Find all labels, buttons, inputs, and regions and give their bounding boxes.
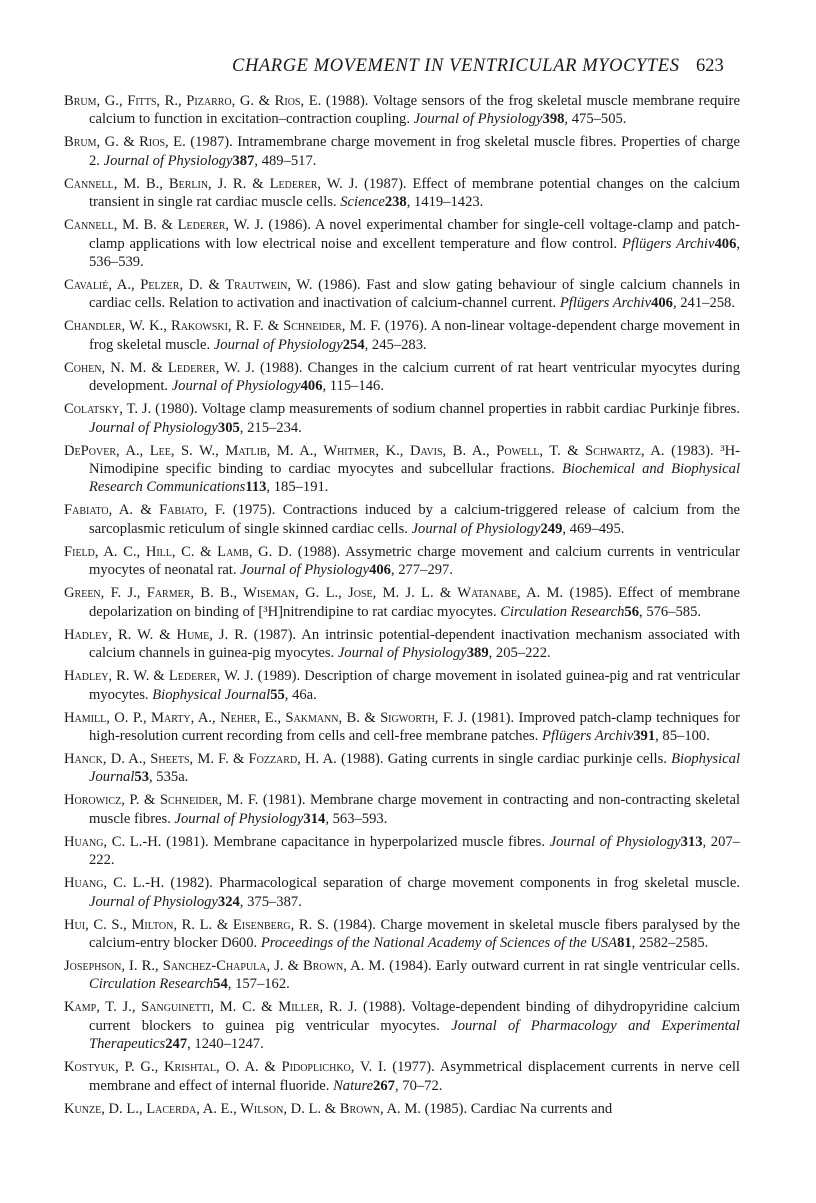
reference-details: (1981). Membrane capacitance in hyperpolarized muscle fibres. bbox=[161, 833, 550, 850]
reference-entry bbox=[64, 400, 740, 437]
reference-volume: 113 bbox=[245, 479, 267, 496]
reference-authors: Huang, C. L.-H. bbox=[64, 833, 162, 850]
reference-journal: Biochemical and Biophysical Research Communications bbox=[89, 461, 740, 496]
reference-authors: Kamp, T. J., Sanguinetti, M. C. & Miller, R. J. bbox=[64, 999, 358, 1016]
reference-journal: Journal of Physiology bbox=[89, 893, 218, 910]
reference-pages: , 475–505. bbox=[564, 111, 627, 128]
reference-entry bbox=[64, 317, 740, 354]
reference-journal: Journal of Physiology bbox=[103, 152, 233, 169]
reference-pages: , 2582–2585. bbox=[631, 934, 709, 951]
reference-authors: Fabiato, A. & Fabiato, F. bbox=[64, 502, 226, 519]
reference-authors: Colatsky, T. J. bbox=[64, 401, 152, 418]
reference-details: (1988). Changes in the calcium current of rat heart ventricular myocytes during development. bbox=[89, 359, 740, 395]
reference-entry bbox=[64, 543, 740, 580]
reference-entry bbox=[64, 1100, 740, 1118]
reference-authors: Brum, G. & Rios, E. bbox=[64, 134, 186, 151]
reference-journal: Circulation Research bbox=[89, 976, 214, 993]
reference-entry bbox=[64, 750, 740, 787]
reference-volume: 324 bbox=[217, 893, 240, 910]
reference-authors: Josephson, I. R., Sanchez-Chapula, J. & Brown, A. M. bbox=[64, 957, 386, 974]
reference-authors: Huang, C. L.-H. bbox=[64, 875, 165, 892]
reference-volume: 54 bbox=[213, 976, 228, 993]
reference-entry bbox=[64, 1058, 740, 1095]
reference-entry bbox=[64, 216, 740, 271]
reference-details: (1975). Contractions induced by a calcium-triggered release of calcium from the sarcoplasmic reticulum of single skinned cardiac cells. bbox=[89, 502, 741, 537]
reference-volume: 55 bbox=[270, 686, 285, 703]
reference-details: (1988). Voltage-dependent binding of dihydropyridine calcium current blockers to guinea pig ventricular myocytes. bbox=[89, 999, 740, 1034]
reference-volume: 247 bbox=[165, 1036, 188, 1053]
reference-authors: Kunze, D. L., Lacerda, A. E., Wilson, D. L. & Brown, A. M. bbox=[64, 1100, 421, 1117]
reference-journal: Journal of Pharmacology and Experimental Therapeutics bbox=[89, 1017, 740, 1053]
reference-authors: Chandler, W. K., Rakowski, R. F. & Schneider, M. F. bbox=[64, 318, 381, 335]
reference-pages: , 1240–1247. bbox=[187, 1036, 264, 1053]
reference-details: (1987). Intramembrane charge movement in frog skeletal muscle fibres. Properties of charge 2. bbox=[89, 134, 740, 169]
reference-details: (1986). Fast and slow gating behaviour of single calcium channels in cardiac cells. Relation to activation and inactivation of calcium-channel current. bbox=[89, 277, 740, 312]
reference-pages: , 46a. bbox=[284, 686, 317, 703]
reference-volume: 398 bbox=[542, 111, 565, 128]
reference-journal: Science bbox=[340, 194, 385, 211]
reference-entry bbox=[64, 626, 740, 663]
reference-journal: Journal of Physiology bbox=[89, 419, 218, 436]
reference-authors: Brum, G., Fitts, R., Pizarro, G. & Rios, E. bbox=[64, 93, 322, 109]
reference-pages: , 535a. bbox=[149, 769, 189, 786]
reference-authors: Cannell, M. B. & Lederer, W. J. bbox=[64, 217, 264, 234]
reference-journal: Journal of Physiology bbox=[337, 645, 467, 662]
reference-volume: 406 bbox=[651, 295, 673, 312]
reference-list bbox=[64, 92, 740, 1123]
reference-details: (1981). Improved patch-clamp techniques for high-resolution current recording from cells and cell-free membrane patches. bbox=[89, 709, 740, 744]
reference-pages: , 375–387. bbox=[239, 893, 302, 910]
reference-journal: Journal of Physiology bbox=[174, 810, 304, 827]
reference-entry bbox=[64, 998, 740, 1053]
reference-journal: Biophysical Journal bbox=[89, 750, 740, 786]
reference-authors: Green, F. J., Farmer, B. B., Wiseman, G. L., Jose, M. J. L. & Watanabe, A. M. bbox=[64, 585, 564, 602]
reference-details: (1985). Cardiac Na currents and bbox=[420, 1100, 613, 1117]
reference-volume: 389 bbox=[466, 645, 489, 662]
reference-entry bbox=[64, 92, 740, 129]
reference-details: (1987). Effect of membrane potential changes on the calcium transient in single rat cardiac muscle cells. bbox=[89, 175, 740, 211]
reference-volume: 406 bbox=[369, 562, 391, 579]
reference-journal: Pflügers Archiv bbox=[622, 235, 715, 252]
reference-entry bbox=[64, 833, 740, 870]
reference-volume: 313 bbox=[680, 833, 703, 850]
reference-pages: , 241–258. bbox=[672, 295, 735, 312]
reference-volume: 81 bbox=[617, 934, 632, 951]
reference-journal: Nature bbox=[333, 1077, 374, 1094]
reference-entry bbox=[64, 791, 740, 828]
reference-authors: Hadley, R. W. & Hume, J. R. bbox=[64, 626, 248, 643]
reference-entry bbox=[64, 501, 740, 538]
reference-entry bbox=[64, 133, 740, 170]
reference-volume: 267 bbox=[373, 1077, 395, 1094]
reference-entry bbox=[64, 667, 740, 704]
reference-details: (1984). Early outward current in rat single ventricular cells. bbox=[385, 957, 741, 974]
reference-volume: 387 bbox=[232, 152, 255, 169]
reference-details: (1987). An intrinsic potential-dependent inactivation mechanism associated with calcium channels in guinea-pig myocytes. bbox=[89, 626, 740, 662]
reference-volume: 391 bbox=[633, 727, 656, 744]
reference-volume: 249 bbox=[540, 520, 563, 537]
reference-details: (1976). A non-linear voltage-dependent charge movement in frog skeletal muscle. bbox=[89, 318, 740, 353]
reference-volume: 305 bbox=[217, 419, 240, 436]
reference-journal: Journal of Physiology bbox=[213, 336, 343, 353]
reference-pages: , 115–146. bbox=[322, 378, 384, 395]
reference-pages: , 277–297. bbox=[390, 562, 453, 579]
reference-volume: 56 bbox=[624, 603, 640, 620]
reference-details: (1981). Membrane charge movement in contracting and non-contracting skeletal muscle fibres. bbox=[89, 792, 740, 827]
running-title: CHARGE MOVEMENT IN VENTRICULAR MYOCYTES bbox=[232, 56, 680, 76]
reference-authors: Hanck, D. A., Sheets, M. F. & Fozzard, H. A. bbox=[64, 750, 337, 767]
reference-entry bbox=[64, 709, 740, 746]
reference-volume: 238 bbox=[384, 194, 407, 211]
reference-volume: 406 bbox=[300, 378, 323, 395]
reference-details: (1988). Assymetric charge movement and calcium currents in ventricular myocytes of neonatal rat. bbox=[89, 543, 740, 579]
reference-journal: Journal of Physiology bbox=[549, 833, 681, 850]
reference-authors: Hui, C. S., Milton, R. L. & Eisenberg, R. S. bbox=[64, 916, 329, 933]
reference-details: (1984). Charge movement in skeletal muscle fibers paralysed by the calcium-entry blocker D600. bbox=[89, 916, 740, 951]
reference-authors: Field, A. C., Hill, C. & Lamb, G. D. bbox=[64, 543, 293, 560]
reference-journal: Biophysical Journal bbox=[152, 686, 271, 703]
reference-entry bbox=[64, 359, 740, 396]
reference-authors: Horowicz, P. & Schneider, M. F. bbox=[64, 792, 259, 809]
reference-volume: 314 bbox=[303, 810, 326, 827]
page-number: 623 bbox=[696, 56, 724, 76]
reference-volume: 406 bbox=[714, 235, 737, 252]
reference-authors: Cavalié, A., Pelzer, D. & Trautwein, W. bbox=[64, 277, 313, 294]
reference-details: (1988). Voltage sensors of the frog skeletal muscle membrane require calcium to function in excitation–contraction coupling. bbox=[89, 93, 740, 128]
reference-pages: , 489–517. bbox=[254, 152, 317, 169]
reference-details: (1986). A novel experimental chamber for single-cell voltage-clamp and patch-clamp applications with low electrical noise and excellent temperature and flow control. bbox=[89, 217, 740, 252]
page-header bbox=[0, 56, 816, 80]
reference-entry bbox=[64, 442, 740, 497]
reference-journal: Journal of Physiology bbox=[240, 562, 370, 579]
reference-authors: Kostyuk, P. G., Krishtal, O. A. & Pidoplichko, V. I. bbox=[64, 1059, 387, 1076]
reference-journal: Proceedings of the National Academy of Sciences of the USA bbox=[260, 934, 618, 951]
reference-journal: Pflügers Archiv bbox=[542, 727, 634, 744]
reference-entry bbox=[64, 175, 740, 212]
reference-journal: Circulation Research bbox=[500, 603, 625, 620]
reference-entry bbox=[64, 957, 740, 994]
reference-entry bbox=[64, 916, 740, 953]
reference-details: (1988). Gating currents in single cardiac purkinje cells. bbox=[336, 750, 672, 767]
reference-authors: DePover, A., Lee, S. W., Matlib, M. A., Whitmer, K., Davis, B. A., Powell, T. & Schwartz, A. bbox=[64, 442, 665, 459]
reference-journal: Pflügers Archiv bbox=[559, 295, 652, 312]
reference-pages: , 205–222. bbox=[488, 645, 551, 662]
reference-details: (1982). Pharmacological separation of charge movement components in frog skeletal muscle. bbox=[164, 875, 740, 892]
reference-pages: , 469–495. bbox=[562, 520, 625, 537]
reference-details: (1977). Asymmetrical displacement currents in nerve cell membrane and effect of internal fluoride. bbox=[89, 1059, 740, 1094]
reference-details: (1989). Description of charge movement in isolated guinea-pig and rat ventricular myocytes. bbox=[89, 668, 740, 703]
reference-pages: , 563–593. bbox=[325, 810, 388, 827]
reference-authors: Cohen, N. M. & Lederer, W. J. bbox=[64, 359, 255, 376]
reference-pages: , 215–234. bbox=[239, 419, 302, 436]
reference-volume: 53 bbox=[134, 769, 149, 786]
reference-pages: , 157–162. bbox=[227, 976, 290, 993]
reference-pages: , 536–539. bbox=[89, 235, 741, 271]
reference-entry bbox=[64, 276, 740, 313]
reference-authors: Hadley, R. W. & Lederer, W. J. bbox=[64, 668, 254, 685]
reference-details: (1983). ³H-Nimodipine specific binding to cardiac myocytes and subcellular fractions. bbox=[89, 442, 740, 478]
reference-pages: , 245–283. bbox=[364, 336, 427, 353]
reference-entry bbox=[64, 584, 740, 621]
reference-authors: Hamill, O. P., Marty, A., Neher, E., Sakmann, B. & Sigworth, F. J. bbox=[64, 709, 468, 726]
reference-pages: , 1419–1423. bbox=[406, 194, 484, 211]
reference-details: (1980). Voltage clamp measurements of sodium channel properties in rabbit cardiac Purkinje fibres. bbox=[151, 401, 740, 418]
reference-entry bbox=[64, 874, 740, 911]
reference-journal: Journal of Physiology bbox=[171, 378, 301, 395]
reference-journal: Journal of Physiology bbox=[413, 111, 543, 128]
reference-authors: Cannell, M. B., Berlin, J. R. & Lederer, W. J. bbox=[64, 175, 359, 192]
reference-pages: , 85–100. bbox=[655, 727, 710, 744]
reference-pages: , 185–191. bbox=[266, 479, 329, 496]
reference-pages: , 207–222. bbox=[89, 833, 740, 869]
reference-pages: , 576–585. bbox=[639, 603, 702, 620]
reference-volume: 254 bbox=[342, 336, 365, 353]
reference-details: (1985). Effect of membrane depolarization on binding of [³H]nitrendipine to rat cardiac myocytes. bbox=[89, 585, 740, 620]
reference-journal: Journal of Physiology bbox=[411, 520, 541, 537]
reference-pages: , 70–72. bbox=[394, 1077, 443, 1094]
